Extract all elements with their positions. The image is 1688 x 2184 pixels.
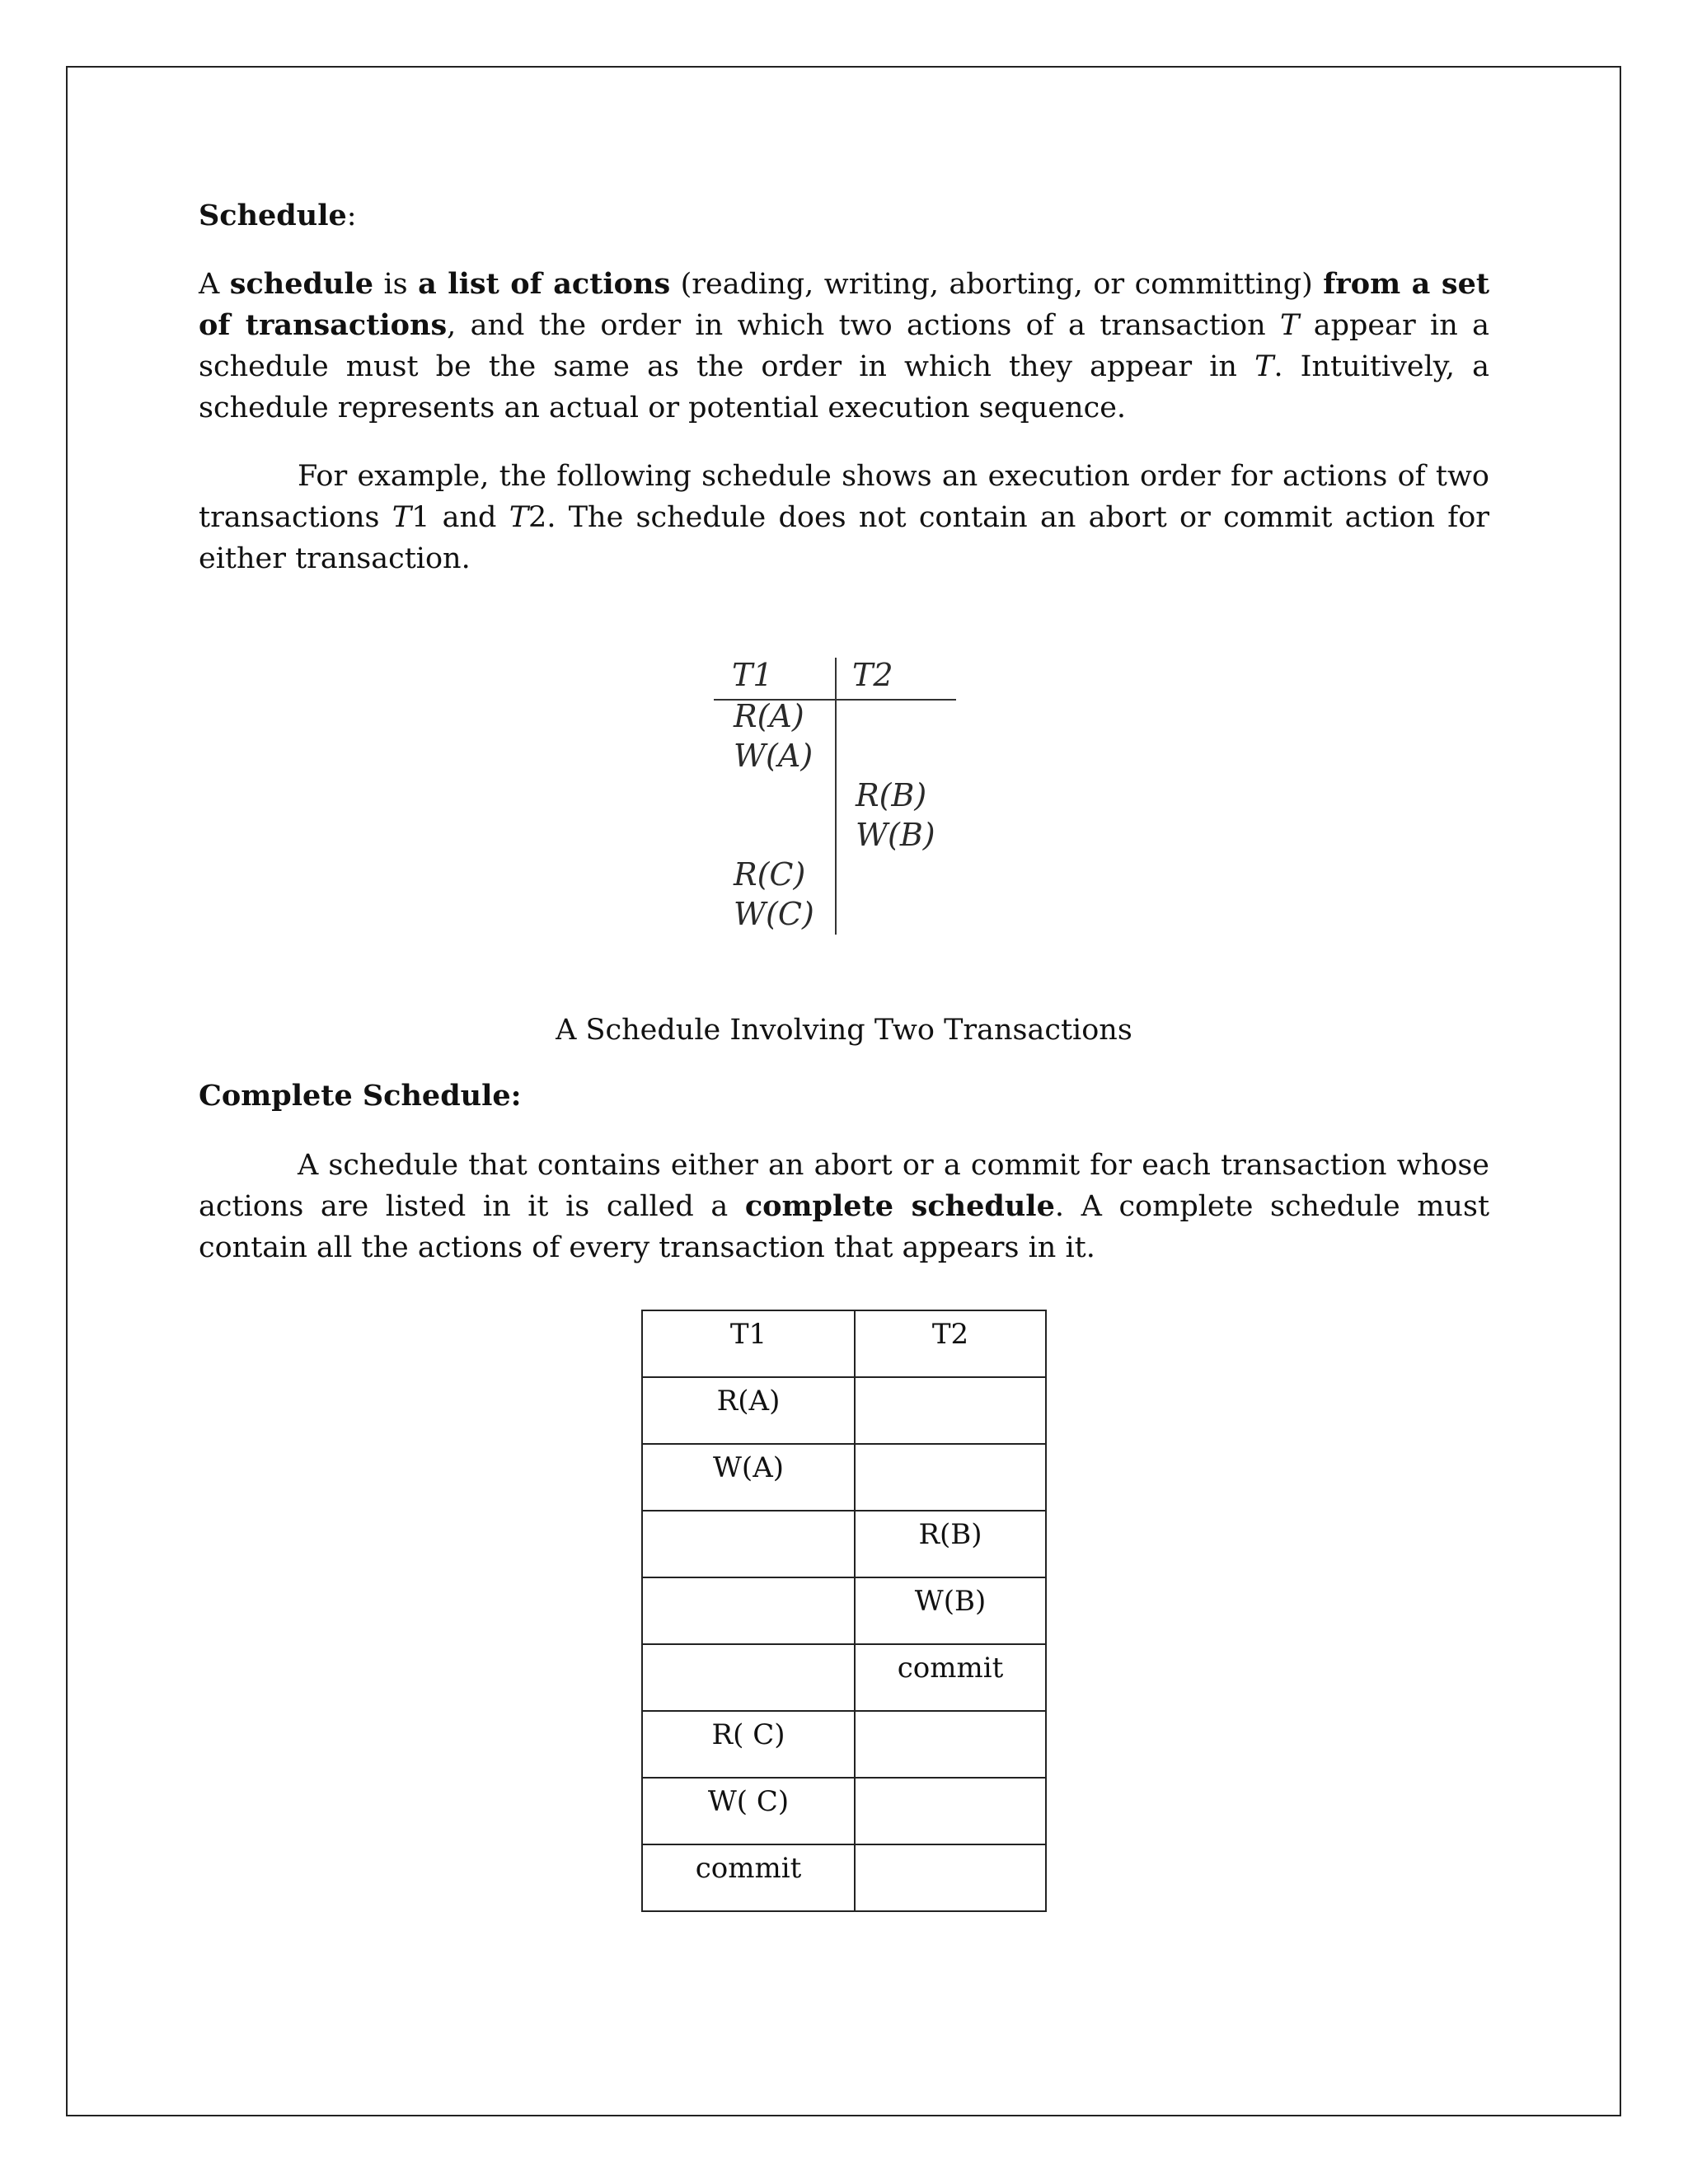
table-cell: W( C) <box>642 1778 855 1844</box>
table-cell <box>855 1778 1046 1844</box>
table-header-t2: T2 <box>855 1310 1046 1377</box>
table-row <box>642 1444 1046 1511</box>
table-header-row <box>642 1310 1046 1377</box>
table-cell: W(A) <box>642 1444 855 1511</box>
table-cell <box>642 1511 855 1577</box>
table-cell: commit <box>642 1844 855 1911</box>
complete-schedule-heading: Complete Schedule: <box>199 1079 522 1113</box>
table-cell <box>642 1577 855 1644</box>
table-cell: R( C) <box>642 1711 855 1778</box>
figure-action: W(A) <box>734 738 814 774</box>
figure-caption: A Schedule Involving Two Transactions <box>556 1014 1132 1047</box>
table-cell: R(B) <box>855 1511 1046 1577</box>
table-cell <box>855 1444 1046 1511</box>
complete-schedule-paragraph: A schedule that contains either an abort or a commit for each transaction whose actions are listed in it is called a complete schedule. A complete schedule must contain all the actions of every transaction that appears in it. <box>199 1149 1490 1264</box>
complete-schedule-table <box>641 1310 1047 1912</box>
figure-action: W(B) <box>856 817 935 853</box>
table-row <box>642 1577 1046 1644</box>
figure-action: R(B) <box>856 777 927 813</box>
table-row <box>642 1511 1046 1577</box>
figure-action: R(A) <box>734 698 804 734</box>
table-row <box>642 1844 1046 1911</box>
example-paragraph: For example, the following schedule shows an execution order for actions of two transactions T1 and T2. The schedule does not contain an abort or commit action for either transaction. <box>199 460 1489 575</box>
schedule-heading: Schedule: <box>199 199 357 232</box>
table-cell <box>855 1711 1046 1778</box>
figure-action: W(C) <box>734 896 814 932</box>
table-cell <box>855 1377 1046 1444</box>
schedule-figure <box>714 658 961 938</box>
table-row <box>642 1377 1046 1444</box>
table-row <box>642 1644 1046 1711</box>
figure-header-t1: T1 <box>732 657 773 693</box>
schedule-definition-paragraph: A schedule is a list of actions (reading, writing, aborting, or committing) from a set of transactions, and the order in which two actions of a transaction T appear in a schedule must be the same as the order in which they appear in T. Intuitively, a schedule represents an actual or potential execution sequence. <box>199 267 1490 424</box>
table-row <box>642 1711 1046 1778</box>
table-cell: R(A) <box>642 1377 855 1444</box>
table-row <box>642 1778 1046 1844</box>
table-cell: commit <box>855 1644 1046 1711</box>
table-cell <box>855 1844 1046 1911</box>
table-cell: W(B) <box>855 1577 1046 1644</box>
figure-header-t2: T2 <box>852 657 893 693</box>
table-cell <box>642 1644 855 1711</box>
figure-action: R(C) <box>734 856 806 893</box>
table-header-t1: T1 <box>642 1310 855 1377</box>
